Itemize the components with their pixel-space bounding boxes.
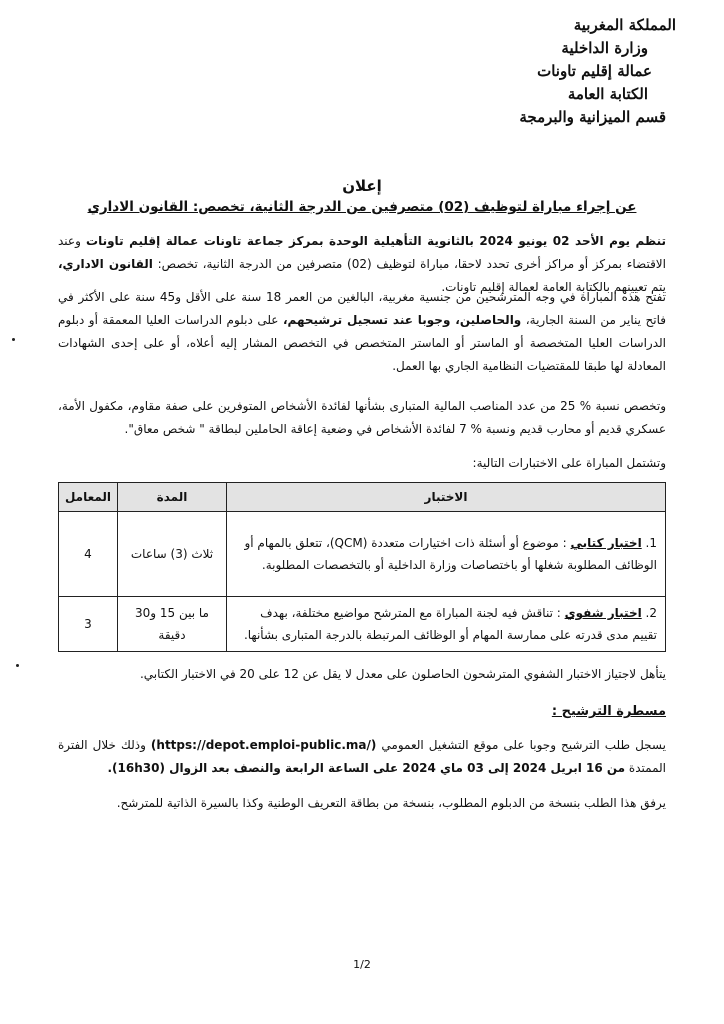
exam-description: : تناقش فيه لجنة المباراة مع المترشح مواضيع مختلفة، بهدف تقييم مدى قدرته على ممارسة المهام أو الوظائف المرتبطة بالدرجة المتبارى بشأنها. bbox=[243, 606, 657, 642]
eligibility-paragraph bbox=[58, 286, 666, 378]
intro-text: وعند الاقتضاء بمركز أو مراكز أخرى تحدد لاحقا، مباراة لتوظيف (02) متصرفين من الدرجة الثانية، تخصص: bbox=[58, 234, 666, 271]
page-number: 1/2 bbox=[353, 958, 371, 971]
tests-intro bbox=[58, 452, 666, 475]
exam-cell bbox=[227, 597, 666, 652]
coefficient-cell: 3 bbox=[59, 597, 118, 652]
scan-speck bbox=[16, 664, 19, 667]
letterhead-prefecture: عمالة إقليم تاونات bbox=[537, 62, 652, 80]
exam-name: اختبار شفوي bbox=[564, 606, 642, 620]
exam-name: اختبار كتابي bbox=[570, 536, 642, 550]
eligibility-bold: والحاصلين، وجوبا عند تسجيل ترشيحهم، bbox=[282, 313, 522, 327]
intro-specialty: القانون الاداري، bbox=[58, 257, 153, 271]
oral-condition bbox=[58, 663, 666, 686]
letterhead-secretariat: الكتابة العامة bbox=[567, 85, 648, 103]
application-period: من 16 ابريل 2024 إلى 03 ماي 2024 على الساعة الرابعة والنصف بعد الزوال (16h30). bbox=[107, 761, 626, 775]
header-exam: الاختبار bbox=[227, 483, 666, 512]
exams-table-header bbox=[59, 483, 666, 512]
eligibility-text: تفتح هذه المباراة في وجه المترشحين من جنسية مغربية، البالغين من العمر 18 سنة على الأقل و45 سنة على الأكثر في فاتح يناير من السنة الجارية، bbox=[58, 290, 666, 327]
letterhead bbox=[456, 14, 676, 129]
procedure-text-2: وذلك خلال الفترة الممتدة bbox=[58, 738, 666, 775]
intro-text-end: يتم تعيينهم بالكتابة العامة لعمالة إقليم تاونات. bbox=[441, 280, 666, 294]
oral-condition-text: يتأهل لاجتياز الاختبار الشفوي المترشحون الحاصلون على معدل لا يقل عن 12 على 20 في الاختبار الكتابي. bbox=[139, 667, 666, 681]
announcement-heading: إعلان bbox=[342, 177, 382, 195]
application-url: (https://depot.emploi-public.ma/) bbox=[150, 738, 377, 752]
table-row bbox=[59, 512, 666, 597]
quota-text: وتخصص نسبة % 25 من عدد المناصب المالية المتبارى بشأنها لفائدة الأشخاص المتوفرين على صفة مقاوم، مكفول الأمة، عسكري قديم أو محارب قديم ونسبة % 7 لفائدة الأشخاص في وضعية إعاقة الحاملين لبطاقة " شخص معاق". bbox=[58, 399, 666, 436]
coefficient-cell: 4 bbox=[59, 512, 118, 597]
intro-bold: تنظم يوم الأحد 02 يونيو 2024 بالثانوية التأهيلية الوحدة بمركز جماعة تاونات عمالة إقليم تاونات bbox=[86, 234, 666, 248]
exam-index: 1. bbox=[645, 536, 657, 550]
exam-description: : موضوع أو أسئلة ذات اختيارات متعددة (QCM)، تتعلق بالمهام أو الوظائف المطلوبة شغلها أو باختصاصات وزارة الداخلية أو بالتخصصات المطلوبة. bbox=[244, 536, 657, 572]
eligibility-text-end: على دبلوم الدراسات العليا المعمقة أو دبلوم الدراسات العليا المتخصصة أو الماستر أو الماستر المتخصص في التخصص المشار إليه أعلاه، أو على إحدى الشهادات المعادلة لها طبقا للمقتضيات النظامية الجاري بها العمل. bbox=[58, 313, 666, 373]
exam-index: 2. bbox=[645, 606, 657, 620]
duration-cell: ثلاث (3) ساعات bbox=[118, 512, 227, 597]
attachment-paragraph bbox=[58, 792, 666, 815]
quota-paragraph bbox=[58, 395, 666, 441]
letterhead-division: قسم الميزانية والبرمجة bbox=[519, 108, 666, 126]
letterhead-ministry: وزارة الداخلية bbox=[561, 39, 648, 57]
procedure-paragraph bbox=[58, 734, 666, 780]
letterhead-kingdom: المملكة المغربية bbox=[573, 16, 676, 34]
tests-intro-text: وتشتمل المباراة على الاختبارات التالية: bbox=[472, 456, 666, 470]
exam-cell bbox=[227, 512, 666, 597]
table-row bbox=[59, 597, 666, 652]
duration-cell: ما بين 15 و30 دقيقة bbox=[118, 597, 227, 652]
announcement-title bbox=[60, 176, 664, 218]
header-coefficient: المعامل bbox=[59, 483, 118, 512]
scan-speck bbox=[12, 338, 15, 341]
attachment-text: يرفق هذا الطلب بنسخة من الدبلوم المطلوب، بنسخة من بطاقة التعريف الوطنية وكذا بالسيرة الذاتية للمترشح. bbox=[116, 796, 666, 810]
announcement-subject: عن إجراء مباراة لتوظيف (02) متصرفين من الدرجة الثانية، تخصص: القانون الاداري bbox=[87, 199, 637, 215]
header-duration: المدة bbox=[118, 483, 227, 512]
exams-table bbox=[58, 482, 666, 652]
procedure-text: يسجل طلب الترشيح وجوبا على موقع التشغيل العمومي bbox=[381, 738, 666, 752]
procedure-title: مسطرة الترشيح : bbox=[551, 704, 666, 719]
